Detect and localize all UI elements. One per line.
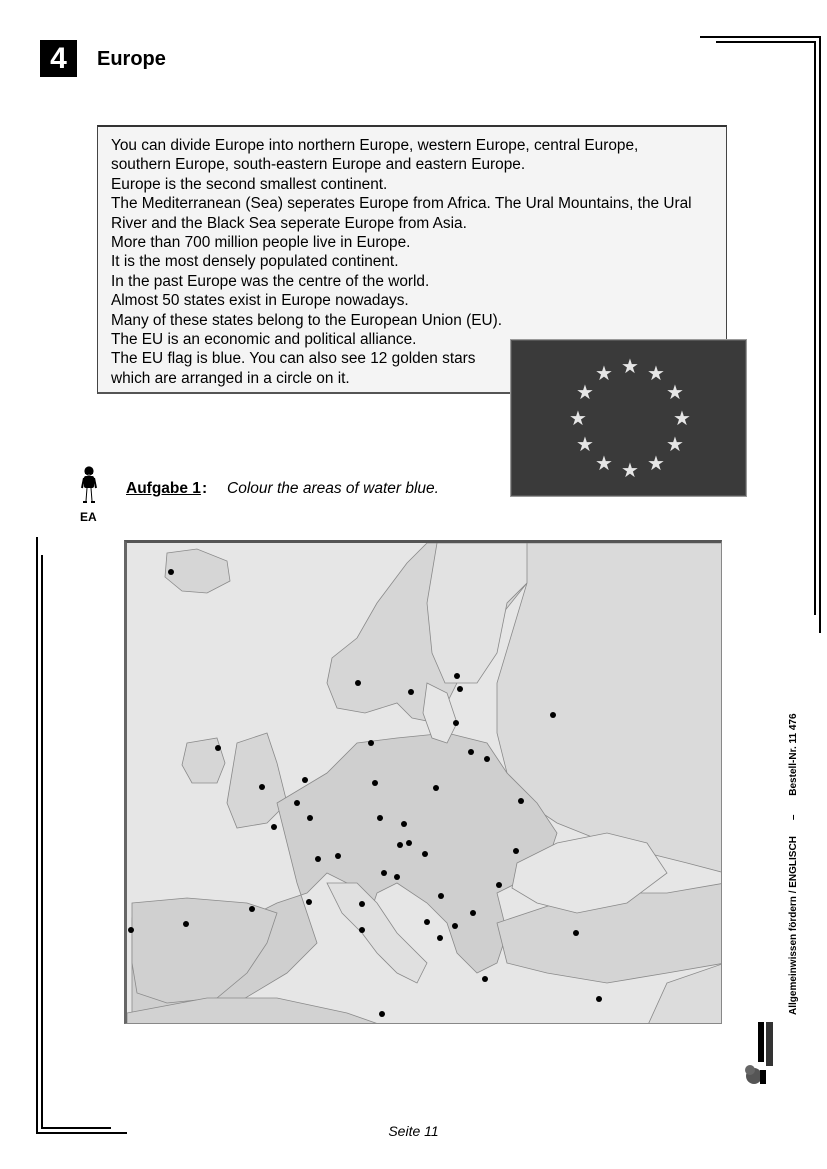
capital-dot: [424, 919, 430, 925]
capital-dot: [433, 785, 439, 791]
capital-dot: [408, 689, 414, 695]
capital-dot: [394, 874, 400, 880]
capital-dot: [302, 777, 308, 783]
capital-dot: [422, 851, 428, 857]
info-line: River and the Black Sea seperate Europe from Asia.: [111, 214, 467, 232]
frame-right-outer: [819, 36, 821, 633]
page-title: Europe: [97, 48, 166, 70]
chapter-number-badge: 4: [40, 40, 77, 77]
publisher-logo-icon: [742, 1020, 776, 1090]
capital-dot: [377, 815, 383, 821]
task-colon: :: [202, 480, 208, 497]
capital-dot: [215, 745, 221, 751]
capital-dot: [168, 569, 174, 575]
star-icon: ★: [621, 460, 639, 482]
capital-dot: [406, 840, 412, 846]
capital-dot: [438, 893, 444, 899]
star-icon: ★: [576, 434, 594, 456]
capital-dot: [381, 870, 387, 876]
capital-dot: [482, 976, 488, 982]
frame-left-outer: [36, 537, 38, 1134]
capital-dot: [128, 927, 134, 933]
frame-right-inner: [814, 41, 816, 615]
frame-top-outer: [700, 36, 820, 38]
capital-dot: [468, 749, 474, 755]
capital-dot: [437, 935, 443, 941]
capital-dot: [453, 720, 459, 726]
capital-dot: [518, 798, 524, 804]
capital-dot: [359, 901, 365, 907]
capital-dot: [359, 927, 365, 933]
capital-dot: [271, 824, 277, 830]
capital-dot: [452, 923, 458, 929]
student-figure-icon: [79, 466, 99, 506]
info-line: The EU flag is blue. You can also see 12 golden stars: [111, 350, 476, 368]
page-number: Seite 11: [388, 1123, 439, 1139]
capital-dot: [484, 756, 490, 762]
capital-dot: [368, 740, 374, 746]
capital-dot: [335, 853, 341, 859]
info-line: which are arranged in a circle on it.: [111, 369, 350, 387]
capital-dot: [306, 899, 312, 905]
capital-dot: [550, 712, 556, 718]
star-icon: ★: [595, 453, 613, 475]
capital-dot: [513, 848, 519, 854]
capital-dot: [294, 800, 300, 806]
info-line: southern Europe, south-eastern Europe and eastern Europe.: [111, 156, 526, 174]
capital-dot: [470, 910, 476, 916]
capital-dot: [379, 1011, 385, 1017]
info-line: In the past Europe was the centre of the world.: [111, 272, 430, 290]
order-number: Bestell-Nr. 11 476: [788, 713, 799, 796]
star-icon: ★: [647, 363, 665, 385]
side-separator: –: [788, 814, 799, 821]
capital-dot: [259, 784, 265, 790]
publisher-side-note: [788, 697, 799, 1015]
capital-dot: [249, 906, 255, 912]
info-line: You can divide Europe into northern Europe, western Europe, central Europe,: [111, 137, 639, 154]
info-line: Almost 50 states exist in Europe nowadays.: [111, 292, 409, 310]
info-line: The EU is an economic and political alliance.: [111, 331, 417, 349]
star-icon: ★: [647, 453, 665, 475]
book-title: Allgemeinwissen fördern / ENGLISCH: [788, 836, 799, 1015]
capital-dot: [457, 686, 463, 692]
star-icon: ★: [595, 363, 613, 385]
frame-left-inner: [41, 555, 43, 1129]
capital-dot: [454, 673, 460, 679]
task-instruction: Colour the areas of water blue.: [227, 480, 439, 497]
capital-dot: [355, 680, 361, 686]
info-line: The Mediterranean (Sea) seperates Europe from Africa. The Ural Mountains, the Ural: [111, 195, 692, 213]
star-icon: ★: [666, 434, 684, 456]
star-icon: ★: [569, 408, 587, 430]
capital-dot: [183, 921, 189, 927]
capital-dot: [307, 815, 313, 821]
capital-dot: [573, 930, 579, 936]
task-label: Aufgabe 1: [126, 480, 201, 497]
capital-dot: [315, 856, 321, 862]
info-line: It is the most densely populated continent.: [111, 253, 399, 271]
eu-flag-image: [510, 339, 747, 497]
capital-dot: [401, 821, 407, 827]
capital-dot: [372, 780, 378, 786]
star-icon: ★: [576, 382, 594, 404]
star-icon: ★: [621, 356, 639, 378]
europe-outline-map: [124, 540, 722, 1024]
info-line: Europe is the second smallest continent.: [111, 175, 388, 193]
capital-dot: [596, 996, 602, 1002]
frame-top-inner: [716, 41, 814, 43]
info-line: Many of these states belong to the European Union (EU).: [111, 311, 502, 329]
star-icon: ★: [666, 382, 684, 404]
info-line: More than 700 million people live in Europe.: [111, 234, 411, 252]
work-mode-label: EA: [80, 510, 97, 524]
capital-dot: [397, 842, 403, 848]
capital-dot: [496, 882, 502, 888]
map-land-shapes: [127, 543, 722, 1024]
star-icon: ★: [673, 408, 691, 430]
